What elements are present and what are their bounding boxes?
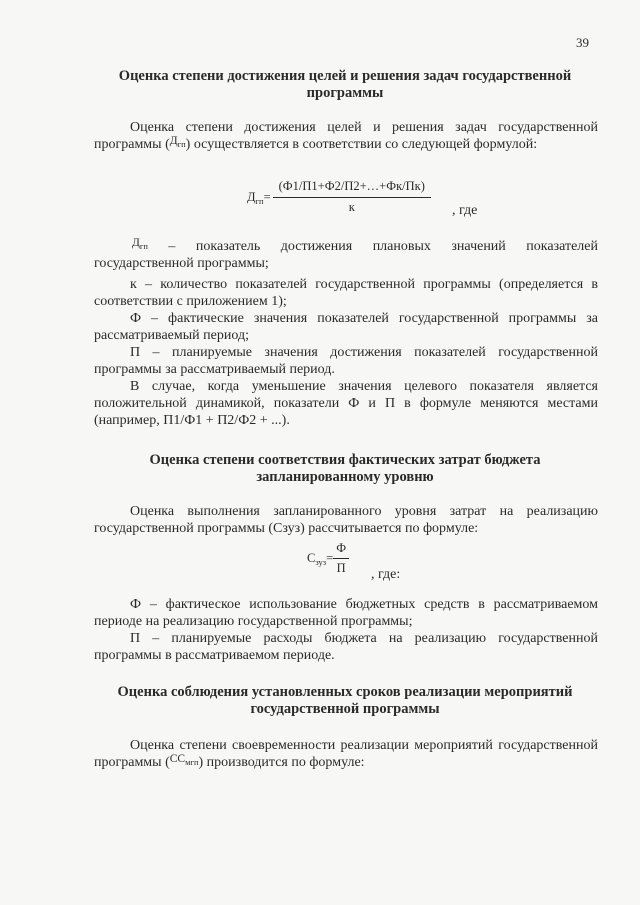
formula-szuz-where: , где:	[371, 567, 401, 582]
section3-intro: Оценка степени своевременности реализации мероприятий государственной программы ($^{СС_{мгп}}$) производится по формуле:	[94, 738, 598, 770]
section2-title-line1: Оценка степени соответствия фактических затрат бюджета	[149, 452, 541, 468]
definition-dgp: $^{Д_{гп}}$ – показатель достижения плановых значений показателей государственной программы;	[94, 237, 598, 271]
definition-f-budget: Ф – фактическое использование бюджетных средств в рассматриваемом периоде на реализацию государственной программы;	[94, 597, 598, 629]
page-number: 39	[576, 35, 589, 50]
definition-p-budget: П – планируемые расходы бюджета на реализацию государственной программы в рассматриваемом периоде.	[94, 631, 598, 663]
section3-title-line1: Оценка соблюдения установленных сроков реализации мероприятий	[117, 684, 573, 700]
formula-szuz-fraction	[333, 540, 349, 577]
formula-dgp-fraction	[273, 178, 431, 216]
formula-szuz	[307, 540, 349, 577]
dgp-symbol: Дгп	[169, 135, 186, 149]
section2-intro: Оценка выполнения запланированного уровня затрат на реализацию государственной программы (Сзуз) рассчитывается по формуле:	[94, 504, 598, 536]
formula-dgp-lhs: $Д_{гп}=$	[247, 189, 271, 206]
section1-title-line1: Оценка степени достижения целей и решения задач государственной	[118, 68, 572, 84]
section1-title-line2: программы	[306, 85, 384, 101]
dgp-symbol-def: Дгп	[132, 237, 148, 251]
section1-intro: Оценка степени достижения целей и решения задач государственной программы ($^{Д_{гп}}$) осуществляется в соответствии со следующей формулой:	[94, 120, 598, 152]
section2-title-line2: запланированному уровню	[256, 469, 434, 485]
section3-title-line2: государственной программы	[250, 701, 440, 717]
section3-title	[90, 684, 600, 718]
section1-title	[90, 68, 600, 102]
formula-dgp-where: , где	[452, 203, 478, 218]
definition-p: П – планируемые значения достижения показателей государственной программы за рассматриваемый период.	[94, 345, 598, 377]
formula-szuz-numerator: Ф	[333, 540, 349, 559]
formula-dgp-denominator: к	[348, 200, 355, 214]
ssmgp-symbol: ССмгп	[169, 753, 199, 767]
formula-szuz-lhs: $С_{зуз}=$	[307, 551, 334, 567]
note-paragraph: В случае, когда уменьшение значения целевого показателя является положительной динамикой, показатели Ф и П в формуле меняются местами (например, П1/Ф1 + П2/Ф2 + ...).	[94, 379, 598, 428]
formula-szuz-denominator: П	[336, 561, 346, 575]
section2-title	[90, 452, 600, 486]
formula-dgp-numerator: (Ф1/П1+Ф2/П2+…+Фк/Пк)	[273, 178, 431, 198]
definition-f: Ф – фактические значения показателей государственной программы за рассматриваемый период;	[94, 311, 598, 343]
formula-dgp	[247, 178, 431, 216]
definition-k: к – количество показателей государственной программы (определяется в соответствии с приложением 1);	[94, 277, 598, 309]
